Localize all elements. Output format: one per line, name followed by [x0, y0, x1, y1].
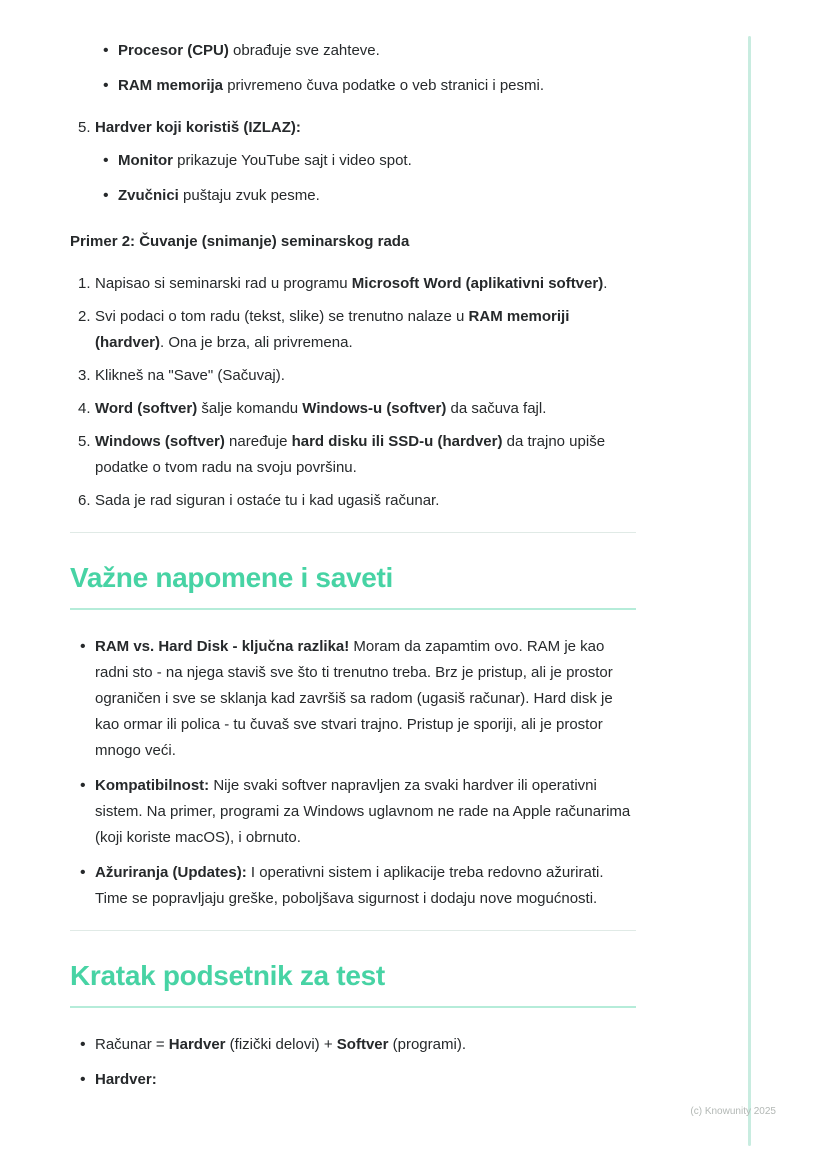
bold-text-segment: Windows-u (softver)	[302, 400, 447, 417]
text-segment: da sačuva fajl.	[446, 400, 547, 417]
list-item	[70, 773, 636, 851]
numbered-item	[70, 488, 636, 514]
text-segment: puštaju zvuk pesme.	[178, 187, 320, 204]
list-item-text	[95, 1067, 157, 1093]
item-number: 4.	[78, 400, 91, 417]
text-segment: prikazuje YouTube sajt i video spot.	[172, 152, 412, 169]
bold-text-segment: Word (softver)	[95, 400, 198, 417]
text-segment: naređuje	[224, 433, 292, 450]
list-item	[70, 860, 636, 912]
list-item	[70, 634, 636, 764]
example-2-title	[70, 229, 636, 255]
text-segment: Računar =	[95, 1036, 169, 1053]
bullet-icon	[80, 773, 95, 799]
item-number: 5.	[78, 433, 91, 450]
list-item-text	[95, 860, 636, 912]
list-item-text	[118, 183, 320, 209]
napomene-list	[70, 634, 636, 912]
bullet-icon	[103, 73, 118, 99]
bullet-icon	[103, 38, 118, 64]
text-segment: obrađuje sve zahteve.	[228, 42, 380, 59]
document-content	[70, 38, 636, 1102]
bullet-icon	[103, 148, 118, 174]
list-item	[70, 1067, 636, 1093]
numbered-item-5	[70, 115, 636, 141]
bold-text-segment: Ažuriranja (Updates):	[95, 864, 247, 881]
list-item-text	[118, 148, 412, 174]
numbered-item-text	[95, 429, 636, 481]
numbered-item	[70, 271, 636, 297]
bold-text-segment: Windows (softver)	[95, 433, 225, 450]
text-segment: šalje komandu	[197, 400, 303, 417]
bold-text-segment: Hardver	[168, 1036, 226, 1053]
numbered-item-text	[95, 488, 439, 514]
text-segment: Moram da zapamtim ovo. RAM je kao radni sto - na njega staviš sve što ti trenutno treba. Brz je pristup, ali je prostor ograničen i sve se sklanja kad završiš sa radom (ugasiš računar). Hard disk je kao ormar ili polica - tu čuvaš sve stvari trajno. Pristup je sporiji, ali je prostor mnogo veći.	[95, 638, 613, 759]
item-5-sublist	[70, 148, 636, 209]
text-segment: I operativni sistem i aplikacije treba redovno ažurirati. Time se popravljaju greške, poboljšava sigurnost i dodaju nove mogućnosti.	[95, 864, 604, 907]
text-segment: .	[603, 275, 608, 292]
bold-text-segment: RAM memoriji (hardver)	[95, 308, 570, 351]
bold-text-segment: Zvučnici	[118, 187, 179, 204]
numbered-item-text	[95, 271, 607, 297]
bullet-icon	[103, 183, 118, 209]
bold-text-segment: Kompatibilnost:	[95, 777, 210, 794]
item-number: 6.	[78, 492, 91, 509]
bold-text-segment: RAM vs. Hard Disk - ključna razlika!	[95, 638, 350, 655]
list-item	[70, 183, 636, 209]
text-segment: (fizički delovi) +	[225, 1036, 337, 1053]
bold-text-segment: Monitor	[118, 152, 173, 169]
bold-text-segment: Hardver:	[95, 1071, 157, 1088]
bullet-icon	[80, 1032, 95, 1058]
page-edge-marker	[748, 36, 751, 1146]
bold-text-segment: Procesor (CPU)	[118, 42, 229, 59]
list-item-text	[95, 1032, 466, 1058]
numbered-item	[70, 363, 636, 389]
item-number: 2.	[78, 308, 91, 325]
list-item-text	[95, 634, 636, 764]
list-item-text	[118, 38, 380, 64]
section-divider	[70, 532, 636, 533]
section-title-podsetnik: Kratak podsetnik za test	[70, 959, 636, 1008]
bold-text-segment: Primer 2: Čuvanje (snimanje) seminarskog rada	[70, 233, 410, 250]
bullet-icon	[80, 860, 95, 886]
numbered-item	[70, 396, 636, 422]
list-item	[70, 73, 636, 99]
save-steps-list	[70, 271, 636, 514]
section-title-napomene: Važne napomene i saveti	[70, 561, 636, 610]
watermark: (c) Knowunity 2025	[690, 1106, 776, 1117]
text-segment: Napisao si seminarski rad u programu	[95, 275, 352, 292]
text-segment: Sada je rad siguran i ostaće tu i kad ugasiš računar.	[95, 492, 440, 509]
text-segment: da trajno upiše podatke o tvom radu na svoju površinu.	[95, 433, 606, 476]
bold-text-segment: RAM memorija	[118, 77, 224, 94]
numbered-item	[70, 429, 636, 481]
bold-text-segment: Microsoft Word (aplikativni softver)	[351, 275, 604, 292]
output-hardware-list	[70, 38, 636, 99]
text-segment: Svi podaci o tom radu (tekst, slike) se trenutno nalaze u	[95, 308, 469, 325]
list-item	[70, 38, 636, 64]
bold-text-segment: Hardver koji koristiš (IZLAZ):	[95, 119, 301, 136]
item-number: 1.	[78, 275, 91, 292]
item-number: 5.	[78, 119, 91, 136]
list-item	[70, 148, 636, 174]
bullet-icon	[80, 634, 95, 660]
numbered-item-text	[95, 115, 301, 141]
text-segment: Klikneš na "Save" (Sačuvaj).	[95, 367, 285, 384]
numbered-item-text	[95, 304, 636, 356]
item-number: 3.	[78, 367, 91, 384]
list-item-text	[95, 773, 636, 851]
text-segment: privremeno čuva podatke o veb stranici i pesmi.	[223, 77, 545, 94]
numbered-item	[70, 304, 636, 356]
text-segment: Nije svaki softver napravljen za svaki hardver ili operativni sistem. Na primer, programi za Windows uglavnom ne rade na Apple računarima (koji koriste macOS), i obrnuto.	[95, 777, 631, 846]
bullet-icon	[80, 1067, 95, 1093]
section-divider	[70, 930, 636, 931]
text-segment: (programi).	[388, 1036, 466, 1053]
numbered-item-text	[95, 396, 546, 422]
bold-text-segment: hard disku ili SSD-u (hardver)	[291, 433, 503, 450]
list-item-text	[118, 73, 544, 99]
text-segment: . Ona je brza, ali privremena.	[160, 334, 353, 351]
podsetnik-list	[70, 1032, 636, 1093]
list-item	[70, 1032, 636, 1058]
numbered-item-text	[95, 363, 285, 389]
bold-text-segment: Softver	[336, 1036, 389, 1053]
